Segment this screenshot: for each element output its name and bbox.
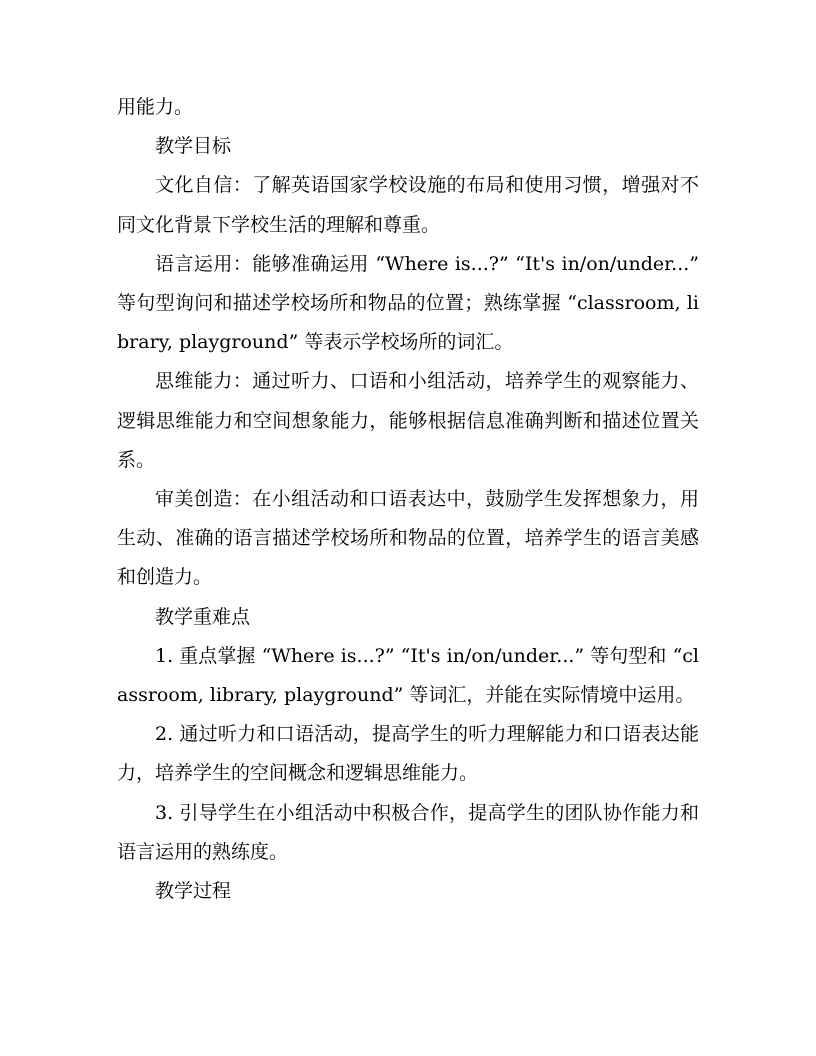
document-page <box>117 88 699 911</box>
goal-language-use: 语言运用：能够准确运用 “Where is...?” “It's in/on/under...” 等句型询问和描述学校场所和物品的位置；熟练掌握 “classroom, library, playground” 等表示学校场所的词汇。 <box>117 252 699 354</box>
key-point-2: 2. 通过听力和口语活动，提高学生的听力理解能力和口语表达能力，培养学生的空间概念和逻辑思维能力。 <box>117 723 699 785</box>
key-point-1: 1. 重点掌握 “Where is...?” “It's in/on/under...” 等句型和 “classroom, library, playground” 等词汇，并能在实际情境中运用。 <box>117 644 699 707</box>
continuation-text: 用能力。 <box>117 96 194 118</box>
heading-key-points: 教学重难点 <box>155 605 251 628</box>
heading-teaching-process: 教学过程 <box>155 880 232 903</box>
heading-teaching-goals: 教学目标 <box>155 135 232 158</box>
key-point-3: 3. 引导学生在小组活动中积极合作，提高学生的团队协作能力和语言运用的熟练度。 <box>117 801 699 863</box>
goal-thinking-ability: 思维能力：通过听力、口语和小组活动，培养学生的观察能力、逻辑思维能力和空间想象能力，能够根据信息准确判断和描述位置关系。 <box>117 370 699 471</box>
goal-aesthetic-creation: 审美创造：在小组活动和口语表达中，鼓励学生发挥想象力，用生动、准确的语言描述学校场所和物品的位置，培养学生的语言美感和创造力。 <box>117 488 699 589</box>
goal-cultural-confidence: 文化自信：了解英语国家学校设施的布局和使用习惯，增强对不同文化背景下学校生活的理解和尊重。 <box>117 174 699 236</box>
